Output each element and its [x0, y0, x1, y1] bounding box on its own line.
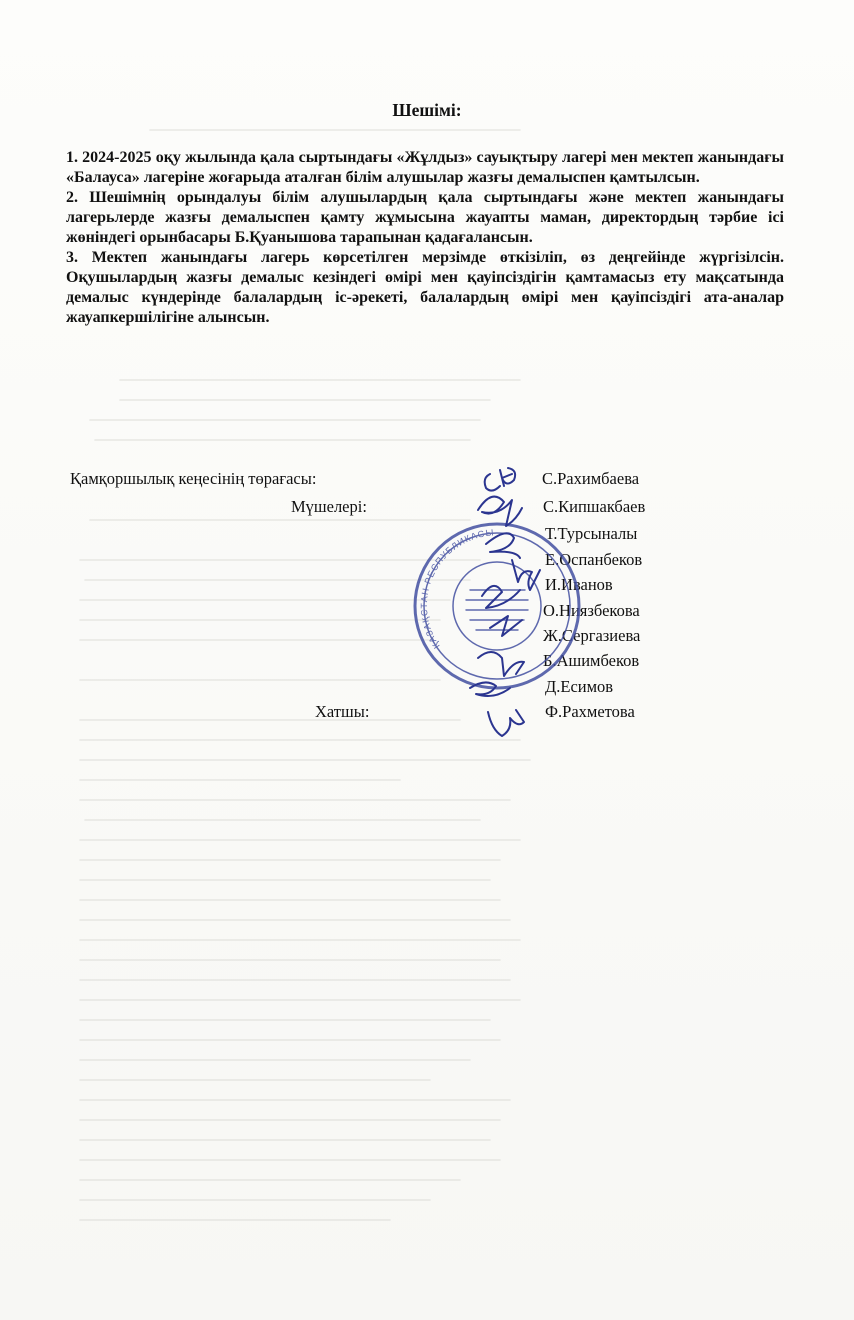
signatory-name: С.Рахимбаева	[542, 469, 640, 488]
signatory-name: С.Кипшакбаев	[543, 497, 646, 516]
signatory-name: И.Иванов	[545, 575, 613, 594]
decision-item-3: 3. Мектеп жанындағы лагерь көрсетілген мерзімде өткізіліп, өз деңгейінде жүргізілсін. Оқушылардың жазғы демалыс кезіндегі өмірі мен қауіпсіздігін қамтамасыз ету мақсатында демалыс күндерінде балалардың іс-әрекеті, балалардың өмірі мен қауіпсіздігі ата-аналар жауапкершілігіне алынсын.	[66, 249, 784, 326]
decision-item-1: 1. 2024-2025 оқу жылында қала сыртындағы «Жұлдыз» сауықтыру лагері мен мектеп жанындағы «Балауса» лагеріне жоғарыда аталған білім алушылар жазғы демалыспен қамтылсын.	[66, 149, 784, 186]
signatory-name: Ф.Рахметова	[545, 702, 635, 721]
decision-title: Шешімі:	[392, 100, 462, 120]
signatory-name: О.Ниязбекова	[543, 601, 640, 620]
signatory-name: Д.Есимов	[545, 677, 614, 696]
chair-label: Қамқоршылық кеңесінің төрағасы:	[70, 469, 317, 488]
decision-item-2: 2. Шешімнің орындалуы білім алушылардың қала сыртындағы және мектеп жанындағы лагерьлерде жазғы демалыспен қамту жұмысына жауапты маман, директордың тәрбие ісі жөніндегі орынбасары Б.Қуанышова тарапынан қадағалансын.	[66, 189, 784, 246]
seal-arc-text: ҚАЗАҚСТАН РЕСПУБЛИКАСЫ	[418, 527, 495, 651]
secretary-label: Хатшы:	[315, 702, 370, 721]
signatory-name: Б.Ашимбеков	[543, 651, 640, 670]
members-label: Мүшелері:	[291, 497, 367, 516]
signatory-name: Т.Турсыналы	[545, 524, 638, 543]
signatory-name: Е.Оспанбеков	[545, 550, 643, 569]
signatory-name: Ж.Сергазиева	[543, 626, 641, 645]
